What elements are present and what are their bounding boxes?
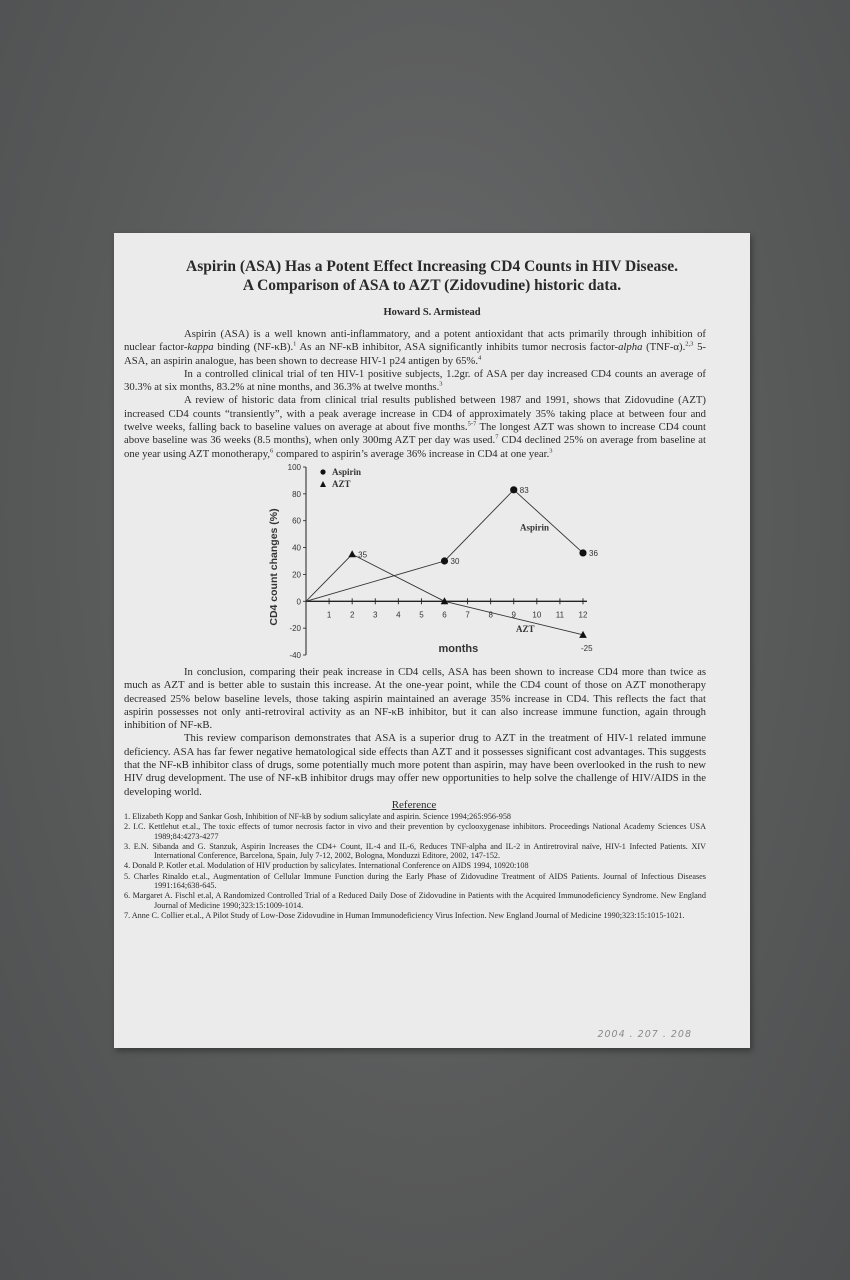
data-label-aspirin: 36 xyxy=(589,548,598,558)
series-line-aspirin xyxy=(306,490,583,601)
x-tick-label: 9 xyxy=(511,610,516,620)
reference-item: 1. Elizabeth Kopp and Sankar Gosh, Inhibition of NF-kB by sodium salicylate and aspirin. Science 1994;265:956-958 xyxy=(124,811,512,821)
legend-aspirin-label: Aspirin xyxy=(332,466,362,477)
x-tick-label: 1 xyxy=(326,610,332,620)
x-tick-label: 12 xyxy=(578,610,588,620)
reference-item: 4. Donald P. Kotler et.al. Modulation of HIV production by salicylates. International Conference on AIDS 1994, 10920:108 xyxy=(124,861,529,871)
paragraph-4: In conclusion, comparing their peak increase in CD4 cells, ASA has been shown to increase CD4 more than twice as much as AZT and is better able to sustain this increase. At the one-year point, while the CD4 count of those on AZT monotherapy decreased 25% below baseline levels, those taking aspirin maintained an average 35% increase in CD4. This reflects the fact that aspirin possesses not only anti-retroviral activity as an NF-κB inhibitor, but it can also increase immune function, again through inhibition of NF-κB. xyxy=(124,665,706,732)
reference-item: 6. Margaret A. Fischl et.al, A Randomized Controlled Trial of a Reduced Daily Dose of Zidovudine in Patients with the Acquired Immunodeficiency Syndrome. New England Journal of Medicine 1990;323:15:1009-1014. xyxy=(124,891,706,910)
data-point-azt xyxy=(348,550,356,557)
chart-svg xyxy=(259,461,598,666)
author: Howard S. Armistead xyxy=(383,307,481,318)
title-line-1: Aspirin (ASA) Has a Potent Effect Increasing CD4 Counts in HIV Disease. xyxy=(186,258,678,275)
x-tick-label: 5 xyxy=(419,610,424,620)
series-label-aspirin: Aspirin xyxy=(520,522,550,533)
paragraph-2: In a controlled clinical trial of ten HIV-1 positive subjects, 1.2gr. of ASA per day increased CD4 counts an average of 30.3% at six months, 83.2% at nine months, and 36.3% at twelve months.$^3$ xyxy=(124,367,706,394)
y-axis-label: CD4 count changes (%) xyxy=(268,508,280,626)
legend-aspirin-marker xyxy=(320,469,325,474)
paragraph-1: Aspirin (ASA) is a well known anti-inflammatory, and a potent antioxidant that acts primarily through inhibition of nuclear factor-kappa binding (NF-κB).$^1$ As an NF-κB inhibitor, ASA significantly inhibits tumor necrosis factor-alpha (TNF-α).$^{2,3}$ 5-ASA, an aspirin analogue, has been shown to decrease HIV-1 p24 antigen by 65%.$^4$ xyxy=(124,328,706,367)
x-tick-label: 8 xyxy=(488,610,493,620)
y-tick-label: 40 xyxy=(292,543,301,553)
x-tick-label: 6 xyxy=(442,610,447,620)
reference-item: 3. E.N. Sibanda and G. Stanzuk, Aspirin Increases the CD4+ Count, IL-4 and IL-6, Reduces TNF-alpha and IL-2 in Antiretroviral naïve, HIV-1 Infected Patients. XIV International Conference, Barcelona, Spain, July 7-12, 2002, Bologna, Monduzzi Editore, 2002, 147-152. xyxy=(124,841,706,861)
data-point-aspirin xyxy=(510,486,517,493)
x-tick-label: 3 xyxy=(373,610,378,620)
y-tick-label: -20 xyxy=(289,624,301,634)
x-tick-label: 10 xyxy=(532,610,542,620)
y-tick-label: 0 xyxy=(296,597,301,607)
data-label-aspirin: 83 xyxy=(519,485,529,495)
x-tick-label: 7 xyxy=(465,610,470,620)
y-tick-label: 100 xyxy=(287,462,301,472)
reference-list xyxy=(122,812,706,921)
y-tick-label: 80 xyxy=(292,489,301,499)
data-label-aspirin: 30 xyxy=(450,556,460,566)
document-page xyxy=(114,233,750,1048)
body-text xyxy=(122,328,706,799)
paragraph-5: This review comparison demonstrates that ASA is a superior drug to AZT in the treatment of HIV-1 related immune deficiency. ASA has far fewer negative hematological side effects than AZT and it possesses significant cost advantages. This suggests that the NF-κB inhibitor class of drugs, some potentially much more potent than aspirin, may have been overlooked in the rush to new HIV drug development. The use of NF-κB inhibitor drugs may offer new opportunities to help solve the challenge of HIV/AIDS in the developing world. xyxy=(124,732,706,798)
data-label-azt: -25 xyxy=(581,643,593,653)
pencil-annotation: 2004 . 207 . 208 xyxy=(597,1029,692,1040)
data-label-azt: 35 xyxy=(358,550,368,560)
paragraph-3: A review of historic data from clinical trial results published between 1987 and 1991, shows that Zidovudine (AZT) increased CD4 counts “transiently”, with a peak average increase in CD4 of approximately 35% taking place at between four and twelve weeks, falling back to baseline values on average at about five months.$^{5-7}$ The longest AZT was shown to increase CD4 count above baseline was 36 weeks (8.5 months), when only 300mg AZT per day was used.$^7$ CD4 declined 25% on average from baseline at one year using AZT monotherapy,$^6$ compared to aspirin’s average 36% increase in CD4 at one year.$^3$ xyxy=(124,394,706,460)
y-tick-label: 60 xyxy=(292,516,301,526)
y-tick-label: -40 xyxy=(289,650,301,660)
reference-item: 7. Anne C. Collier et.al., A Pilot Study of Low-Dose Zidovudine in Human Immunodeficiency Virus Infection. New England Journal of Medicine 1990;323:15:1015-1021. xyxy=(124,910,685,920)
document-title xyxy=(122,257,706,295)
references-heading: Reference xyxy=(391,798,437,811)
series-line-azt xyxy=(306,554,583,635)
legend-azt-marker xyxy=(320,481,326,487)
data-point-aspirin xyxy=(441,557,448,564)
x-tick-label: 2 xyxy=(349,610,355,620)
reference-item: 5. Charles Rinaldo et.al., Augmentation of Cellular Immune Function during the Early Phase of Zidovudine Treatment of AIDS Patients. Journal of Infectious Diseases 1991:164;638-645. xyxy=(124,871,706,891)
y-tick-label: 20 xyxy=(292,570,301,580)
x-tick-label: 11 xyxy=(555,610,565,620)
x-axis-label: months xyxy=(438,642,479,655)
data-point-aspirin xyxy=(579,549,586,556)
legend-azt-label: AZT xyxy=(332,478,351,489)
title-line-2: A Comparison of ASA to AZT (Zidovudine) historic data. xyxy=(242,277,622,294)
series-label-azt: AZT xyxy=(516,624,535,635)
reference-item: 2. I.C. Kettlehut et.al., The toxic effects of tumor necrosis factor in vivo and their prevention by cyclooxygenase inhibitors. Proceedings National Academy Sciences USA 1989;84:4273-4277 xyxy=(124,822,706,841)
cd4-chart xyxy=(124,461,706,666)
x-tick-label: 4 xyxy=(396,610,401,620)
